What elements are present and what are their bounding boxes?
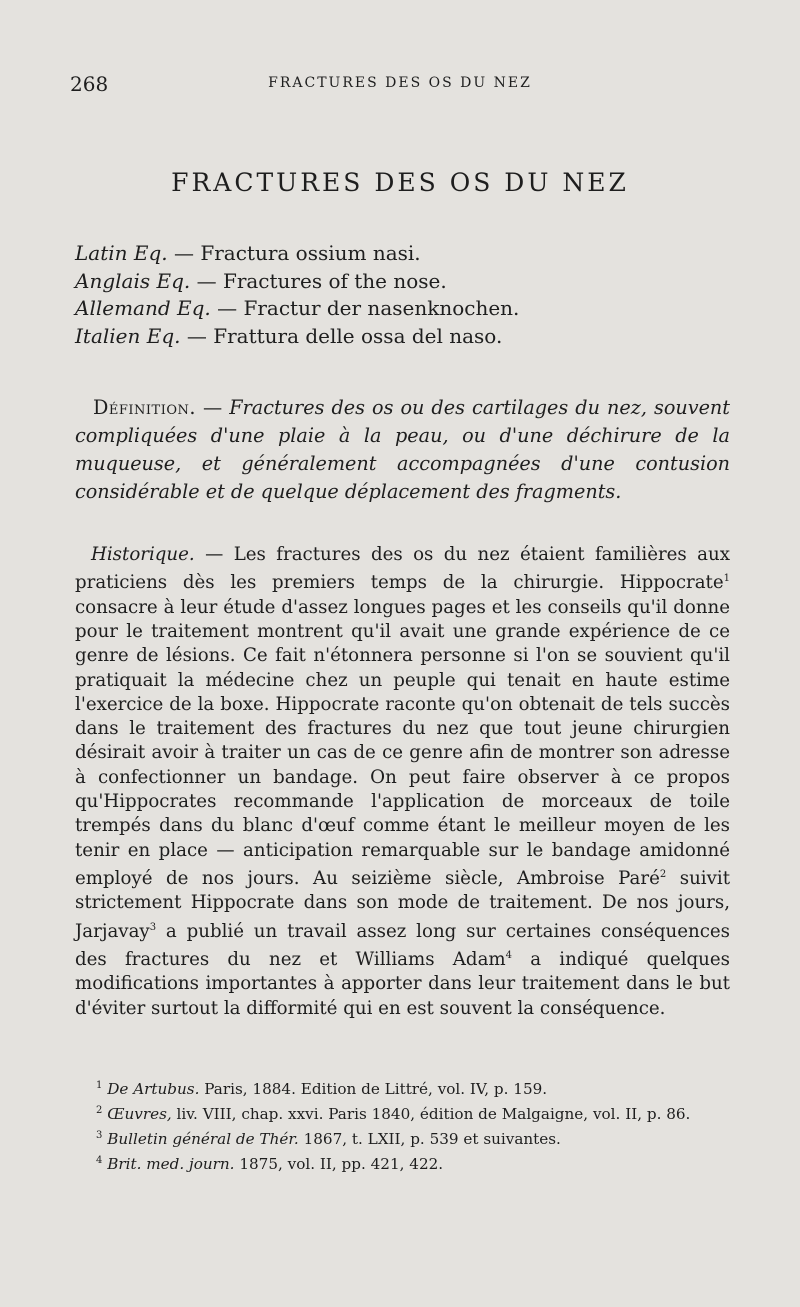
definition-label: Définition. bbox=[93, 396, 196, 419]
footnote-title: De Artubus. bbox=[107, 1080, 200, 1099]
equivalent-text: — Fractur der nasenknochen. bbox=[210, 296, 520, 320]
footnote bbox=[80, 1150, 730, 1175]
footnote-title: Brit. med. journ. bbox=[107, 1155, 235, 1174]
page-number: 268 bbox=[70, 72, 109, 96]
footnote-text: Paris, 1884. Edition de Littré, vol. IV, p. 159. bbox=[199, 1080, 548, 1099]
historique-text: a indiqué quelques modifications importantes à apporter dans leur traitement dans le but d'éviter surtout la difformité qui en est souvent la conséquence. bbox=[75, 949, 730, 1019]
footnote-ref: 3 bbox=[149, 921, 157, 933]
historique-text: a publié un travail assez long sur certaines conséquences des fractures du nez et Williams Adam bbox=[75, 920, 730, 970]
footnote-ref: 1 bbox=[723, 573, 730, 585]
footnote-title: Bulletin général de Thér. bbox=[107, 1130, 299, 1149]
historique-text: — Les fractures des os du nez étaient familières aux praticiens dès les premiers temps de la chirurgie. Hippocrate bbox=[75, 544, 730, 594]
footnote-number: 4 bbox=[96, 1155, 103, 1167]
footnote-number: 3 bbox=[96, 1130, 103, 1142]
historique-text: consacre à leur étude d'assez longues pages et les conseils qu'il donne pour le traitement montrent qu'il avait une grande expérience de ce genre de lésions. Ce fait n'étonnera personne si l'on se souvient qu'il pratiquait la médecine chez un peuple qui tenait en haute estime l'exercice de la boxe. Hippocrate raconte qu'on obtenait de tels succès dans le traitement des fractures du nez que tout jeune chirurgien désirait avoir à traiter un cas de ce genre afin de montrer son adresse à confectionner un bandage. On peut faire observer à ce propos qu'Hippocrates recommande l'application de morceaux de toile trempés dans du blanc d'œuf comme étant le meilleur moyen de les tenir en place — anticipation remarquable sur le bandage amidonné employé de nos jours. Au seizième siècle, Ambroise Paré bbox=[75, 596, 730, 889]
footnotes bbox=[80, 1075, 730, 1175]
footnote bbox=[80, 1125, 730, 1150]
equivalent-label: Allemand Eq. bbox=[75, 296, 211, 320]
footnote-text: liv. VIII, chap. xxvi. Paris 1840, édition de Malgaigne, vol. II, p. 86. bbox=[171, 1105, 691, 1124]
running-head bbox=[70, 72, 730, 98]
footnote-ref: 4 bbox=[505, 949, 513, 961]
language-equivalents bbox=[75, 240, 730, 350]
definition-paragraph: Définition. — Fractures des os ou des cartilages du nez, souvent compliquées d'une plaie à la peau, ou d'une déchirure de la muqueuse, et généralement accompagnées d'une contusion considérable et de quelque déplacement des fragments. bbox=[75, 396, 731, 503]
definition-text: Fractures des os ou des cartilages du nez, souvent compliquées d'une plaie à la peau, ou d'une déchirure de la muqueuse, et généralement accompagnées d'une contusion considérable et de quelque déplacement des fragments. bbox=[75, 396, 731, 503]
footnote-ref: 2 bbox=[659, 868, 667, 880]
footnote-number: 1 bbox=[96, 1080, 103, 1091]
equivalent-label: Italien Eq. bbox=[75, 323, 181, 348]
footnote-text: 1875, vol. II, pp. 421, 422. bbox=[234, 1155, 444, 1174]
equivalent-german bbox=[75, 295, 730, 323]
equivalent-label: Anglais Eq. bbox=[75, 268, 191, 293]
footnote-number: 2 bbox=[96, 1105, 103, 1117]
equivalent-label: Latin Eq. bbox=[75, 241, 168, 265]
historique-paragraph bbox=[75, 543, 730, 1021]
running-title: FRACTURES DES OS DU NEZ bbox=[268, 75, 532, 91]
footnote-text: 1867, t. LXII, p. 539 et suivantes. bbox=[298, 1130, 561, 1149]
chapter-title: FRACTURES DES OS DU NEZ bbox=[171, 168, 629, 197]
historique-label: Historique. bbox=[91, 544, 195, 565]
equivalent-italian bbox=[75, 323, 730, 351]
footnote bbox=[80, 1100, 730, 1125]
equivalent-english bbox=[75, 268, 730, 296]
footnote bbox=[80, 1075, 730, 1100]
historique-text: suivit strictement Hippocrate dans son mode de traitement. De nos jours, Jarjavay bbox=[75, 867, 731, 942]
equivalent-text: — Fractura ossium nasi. bbox=[167, 241, 421, 265]
equivalent-text: — Frattura delle ossa del naso. bbox=[180, 323, 503, 348]
equivalent-latin bbox=[75, 240, 730, 268]
footnote-title: Œuvres, bbox=[107, 1105, 172, 1124]
equivalent-text: — Fractures of the nose. bbox=[190, 268, 447, 293]
